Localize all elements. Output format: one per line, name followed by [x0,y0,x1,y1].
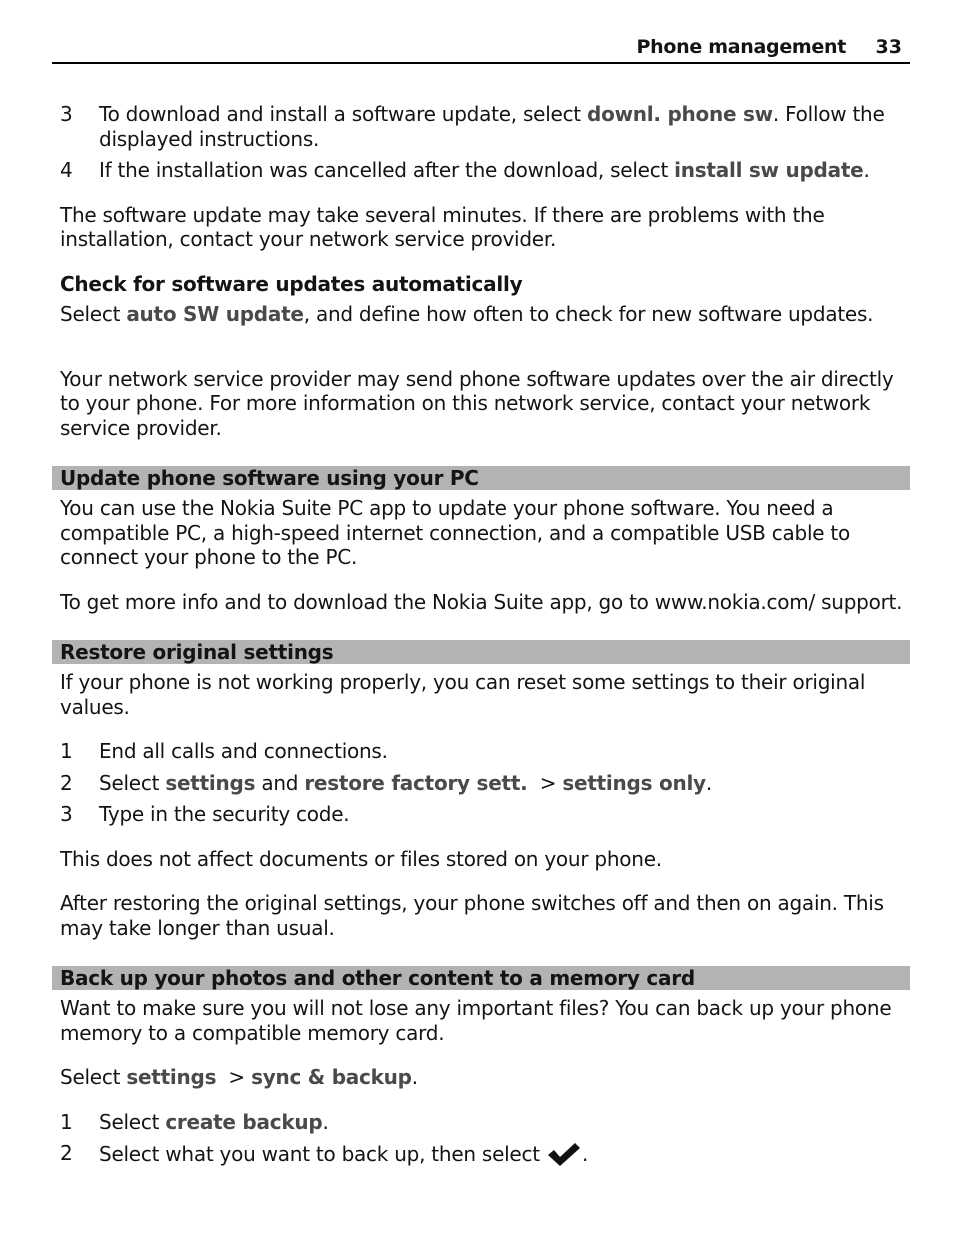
paragraph: Select auto SW update, and define how often to check for new software updates. [60,302,874,326]
checkmark-icon [546,1141,582,1167]
subheading: Check for software updates automatically [60,271,523,296]
step-number: 2 [60,770,73,795]
intro-steps [60,102,910,183]
step-number: 4 [60,158,73,182]
backup-steps [60,1110,910,1168]
menu-term: downl. phone sw [587,102,773,126]
paragraph: Want to make sure you will not lose any important files? You can back up your phone memory to a compatible memory card. [60,996,892,1045]
section-heading: Restore original settings [52,640,910,664]
step-number: 3 [60,102,73,126]
paragraph: You can use the Nokia Suite PC app to update your phone software. You need a compatible PC, a high-speed internet connection, and a compatible USB cable to connect your phone to the PC. [60,496,851,569]
list-item: 3 Type in the security code. [60,802,350,826]
step-number: 1 [60,739,73,763]
paragraph: The software update may take several minutes. If there are problems with the installation, contact your network service provider. [60,202,825,251]
menu-term: settings [165,770,256,795]
section-heading: Update phone software using your PC [52,466,910,490]
list-item: 1 Select create backup. [60,1109,329,1134]
restore-steps [60,739,910,827]
list-item: 1 End all calls and connections. [60,739,388,763]
menu-term: create backup [165,1109,323,1134]
list-item: 4 If the installation was cancelled after the download, select install sw update. [60,158,870,182]
paragraph: Select settings > sync & backup. [60,1065,418,1089]
step-number: 1 [60,1109,73,1134]
list-item: 2 Select what you want to back up, then select . [60,1141,589,1166]
paragraph: After restoring the original settings, your phone switches off and then on again. This may take longer than usual. [60,891,884,940]
menu-term: restore factory sett. [304,770,528,795]
page-content [60,102,910,1187]
paragraph: To get more info and to download the Nokia Suite app, go to www.nokia.com/ support. [60,589,903,614]
section-heading: Back up your photos and other content to a memory card [52,966,910,990]
menu-term: auto SW update [126,302,304,326]
step-number: 2 [60,1141,73,1165]
header-title: Phone management [636,36,846,58]
menu-term: install sw update [674,158,864,182]
paragraph: This does not affect documents or files stored on your phone. [60,846,662,871]
step-number: 3 [60,802,73,826]
paragraph: Your network service provider may send phone software updates over the air directly to your phone. For more information on this network service, contact your network service provider. [60,366,894,440]
menu-term: settings [126,1065,217,1089]
list-item: 2 Select settings and restore factory sett. > settings only. [60,770,712,795]
paragraph: If your phone is not working properly, you can reset some settings to their original values. [60,670,866,719]
list-item: 3 To download and install a software update, select downl. phone sw. Follow the displayed instructions. [60,102,885,151]
page-number: 33 [875,36,902,58]
menu-term: settings only [562,770,706,795]
menu-term: sync & backup [251,1065,412,1089]
page-header [52,36,910,64]
